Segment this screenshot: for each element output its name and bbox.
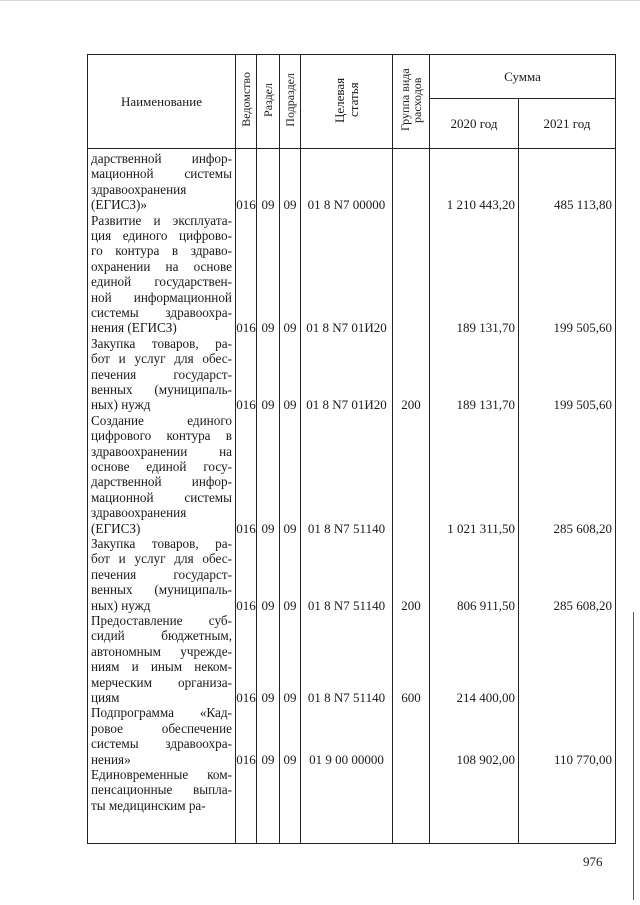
record-name-line: системы здравоохра-	[91, 736, 232, 752]
amount-2020: 806 911,50	[456, 597, 515, 613]
record-name-line: нения»	[91, 751, 131, 767]
col-razdel	[257, 149, 280, 844]
vedomstvo: 016	[236, 520, 256, 536]
razdel: 09	[261, 320, 275, 336]
record-name-line: ных) нужд	[91, 397, 151, 413]
celevaya-statya: 01 9 00 00000	[309, 751, 384, 767]
razdel: 09	[261, 751, 275, 767]
vedomstvo: 016	[236, 597, 256, 613]
record-name-line: Создание единого	[91, 412, 232, 428]
razdel: 09	[261, 597, 275, 613]
header-celevaya-statya: Целевая статья	[301, 55, 393, 149]
record-name	[91, 767, 232, 813]
vedomstvo: 016	[236, 397, 256, 413]
record-name-line: нения (ЕГИСЗ)	[91, 320, 177, 336]
celevaya-statya: 01 8 N7 51140	[307, 520, 386, 536]
amount-2021: 199 505,60	[553, 320, 612, 336]
header-summa: Сумма	[430, 55, 616, 99]
record-name-line: Единовременные ком-	[91, 767, 232, 782]
record-name-line: мационной системы	[91, 166, 232, 182]
col-name	[88, 149, 236, 844]
record-name-line: ровое обеспечение	[91, 720, 232, 736]
record-name-line: Развитие и эксплуата-	[91, 212, 232, 228]
amount-2020: 214 400,00	[456, 690, 515, 705]
record-name-line: автономным учрежде-	[91, 643, 232, 659]
col-podrazdel	[280, 149, 301, 844]
record-name-line: дарственной инфор-	[91, 474, 232, 490]
header-vedomstvo: Ведомство	[236, 55, 257, 149]
podrazdel: 09	[283, 690, 297, 705]
record-name-line: мерческим организа-	[91, 674, 232, 690]
gruppa-vida: 200	[401, 597, 421, 613]
record-name-line: го контура в здраво-	[91, 243, 232, 259]
razdel: 09	[261, 197, 275, 213]
header-year-2021: 2021 год	[519, 99, 616, 149]
record-name-line: здравоохранения	[91, 181, 187, 197]
record-name-line: дарственной инфор-	[91, 151, 232, 166]
record-name	[91, 336, 232, 413]
record-name	[91, 413, 232, 536]
scan-edge-top	[0, 0, 640, 1]
record-name-line: здравоохранении на	[91, 443, 232, 459]
record-name	[91, 213, 232, 336]
record-name-line: сидий бюджетным,	[91, 628, 232, 644]
header-podrazdel: Подраздел	[280, 55, 301, 149]
podrazdel: 09	[283, 597, 297, 613]
amount-2021: 285 608,20	[553, 520, 612, 536]
record-name-line: мационной системы	[91, 489, 232, 505]
record-name-line: пенсационные выпла-	[91, 782, 232, 798]
page-number: 976	[583, 854, 603, 869]
celevaya-statya: 01 8 N7 01И20	[306, 320, 387, 336]
amount-2020: 189 131,70	[456, 320, 515, 336]
gruppa-vida: 600	[401, 690, 421, 705]
razdel: 09	[261, 520, 275, 536]
amount-2021: 485 113,80	[553, 197, 612, 213]
podrazdel: 09	[283, 320, 297, 336]
vedomstvo: 016	[236, 197, 256, 213]
amount-2021: 199 505,60	[553, 397, 612, 413]
amount-2020: 1 021 311,50	[447, 520, 515, 536]
header-gruppa-vida: Группа вида расходов	[393, 55, 430, 149]
record-name	[91, 705, 232, 767]
record-name-line: (ЕГИСЗ)»	[91, 197, 147, 213]
celevaya-statya: 01 8 N7 51140	[307, 597, 386, 613]
record-name-line: циям	[91, 690, 120, 706]
record-name-line: печения государст-	[91, 566, 232, 582]
vedomstvo: 016	[236, 751, 256, 767]
podrazdel: 09	[283, 751, 297, 767]
col-gruppa	[393, 149, 430, 844]
scan-edge-right	[633, 612, 634, 900]
col-2021	[519, 149, 616, 844]
header-razdel: Раздел	[257, 55, 280, 149]
record-name-line: венных (муниципаль-	[91, 582, 232, 598]
record-name-line: ной информационной	[91, 289, 232, 305]
record-name	[91, 613, 232, 705]
amount-2021: 110 770,00	[553, 751, 612, 767]
record-name-line: ных) нужд	[91, 597, 151, 613]
record-name-line: охранении на основе	[91, 258, 232, 274]
record-name-line: здравоохранения	[91, 505, 187, 521]
record-name-line: Предоставление суб-	[91, 613, 232, 628]
record-name-line: ты медицинским ра-	[91, 797, 206, 813]
celevaya-statya: 01 8 N7 01И20	[306, 397, 387, 413]
record-name-line: ция единого цифрово-	[91, 228, 232, 243]
gruppa-vida: 200	[401, 397, 421, 413]
celevaya-statya: 01 8 N7 51140	[307, 690, 386, 705]
celevaya-statya: 01 8 N7 00000	[307, 197, 386, 213]
vedomstvo: 016	[236, 320, 256, 336]
record-name-line: (ЕГИСЗ)	[91, 520, 141, 536]
record-name-line: единой государствен-	[91, 274, 232, 290]
record-name-line: бот и услуг для обес-	[91, 351, 232, 367]
podrazdel: 09	[283, 197, 297, 213]
razdel: 09	[261, 690, 275, 705]
col-vedomstvo	[236, 149, 257, 844]
podrazdel: 09	[283, 520, 297, 536]
header-name: Наименование	[88, 55, 236, 149]
budget-table	[87, 54, 616, 844]
record-name-line: ниям и иным неком-	[91, 659, 232, 675]
record-name-line: Закупка товаров, ра-	[91, 335, 232, 351]
record-name-line: печения государст-	[91, 366, 232, 382]
record-name-line: Подпрограмма «Кад-	[91, 705, 232, 721]
col-2020	[430, 149, 519, 844]
podrazdel: 09	[283, 397, 297, 413]
record-name	[91, 151, 232, 213]
header-year-2020: 2020 год	[430, 99, 519, 149]
col-celevaya	[301, 149, 393, 844]
amount-2020: 189 131,70	[456, 397, 515, 413]
record-name-line: бот и услуг для обес-	[91, 551, 232, 567]
record-name-line: Закупка товаров, ра-	[91, 536, 232, 551]
record-name-line: венных (муниципаль-	[91, 382, 232, 398]
amount-2020: 108 902,00	[456, 751, 515, 767]
record-name-line: системы здравоохра-	[91, 305, 232, 321]
record-name	[91, 536, 232, 613]
record-name-line: основе единой госу-	[91, 459, 232, 475]
record-name-line: цифрового контура в	[91, 428, 232, 444]
vedomstvo: 016	[236, 690, 256, 705]
amount-2020: 1 210 443,20	[446, 197, 515, 213]
razdel: 09	[261, 397, 275, 413]
amount-2021: 285 608,20	[553, 597, 612, 613]
